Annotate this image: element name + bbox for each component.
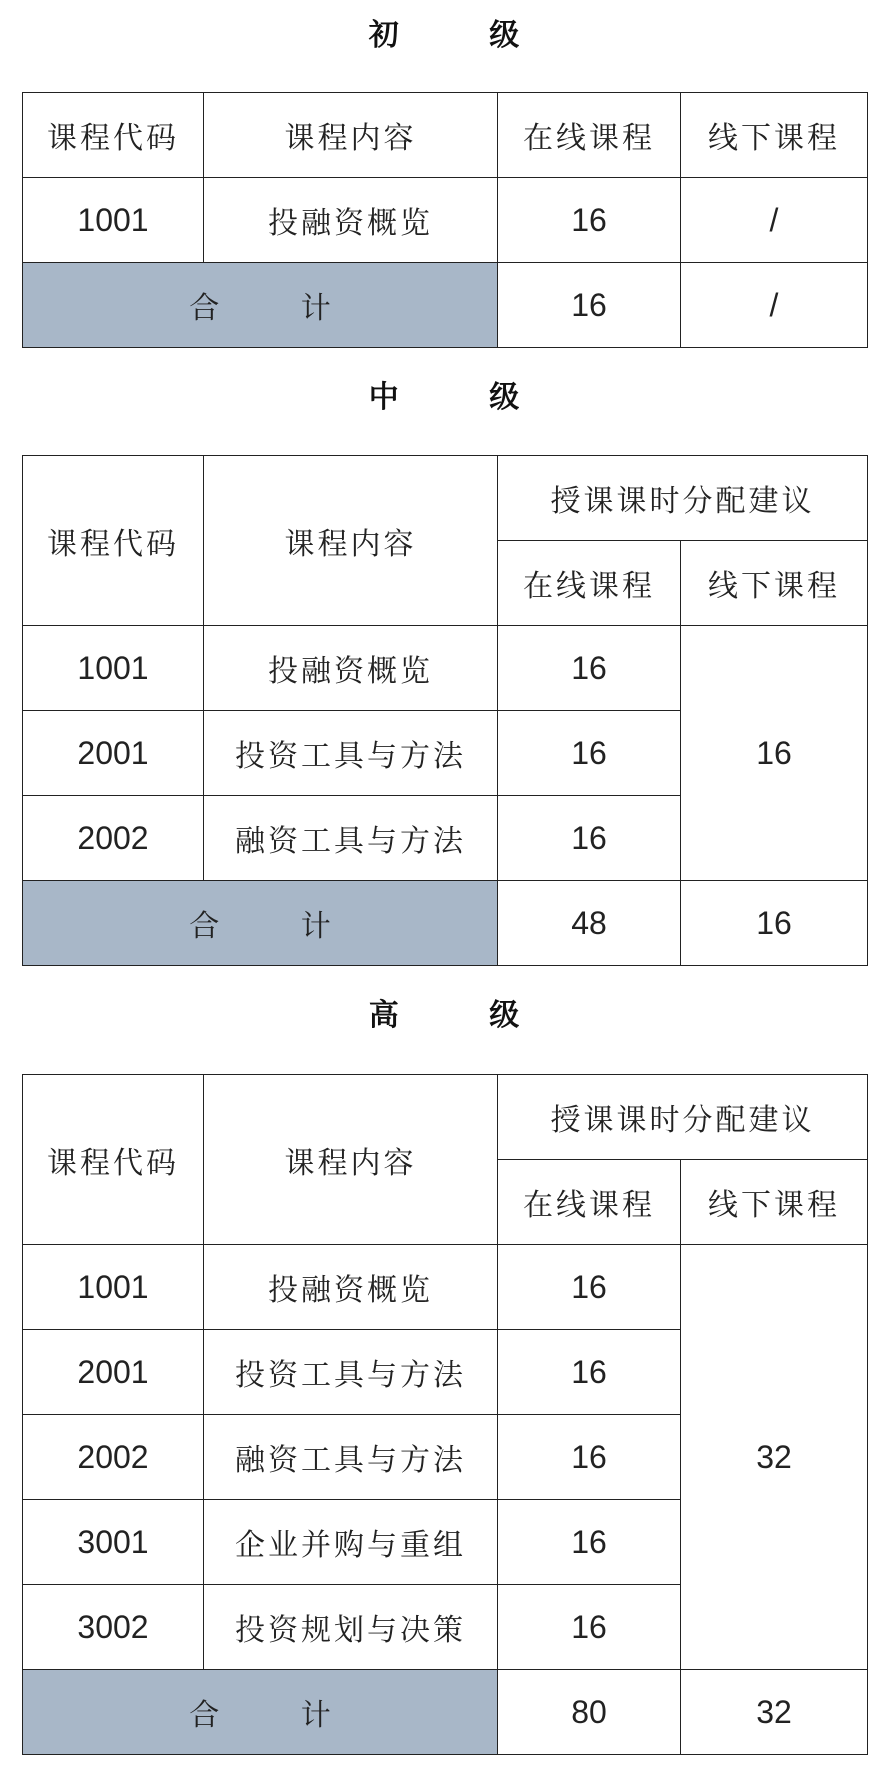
- online-hours: 16: [498, 1585, 681, 1670]
- online-hours: 16: [498, 711, 681, 796]
- total-online: 48: [498, 881, 681, 966]
- total-row: [23, 881, 868, 966]
- online-hours: 16: [498, 1415, 681, 1500]
- header-offline: 线下课程: [681, 541, 868, 626]
- table-row: [23, 626, 868, 711]
- table-row: [23, 178, 868, 263]
- total-offline: /: [681, 263, 868, 348]
- section-title-beginner: 初 级: [368, 18, 560, 53]
- course-content: 投资工具与方法: [204, 1330, 498, 1415]
- total-offline: 16: [681, 881, 868, 966]
- course-code: 1001: [23, 178, 204, 263]
- total-label: 合 计: [23, 881, 498, 966]
- table-advanced: [22, 1074, 868, 1755]
- section-title-intermediate: 中 级: [368, 380, 560, 415]
- header-online: 在线课程: [498, 93, 681, 178]
- table-row: [23, 1245, 868, 1330]
- course-code: 2001: [23, 1330, 204, 1415]
- section-title-advanced: 高 级: [368, 998, 560, 1033]
- total-online: 80: [498, 1670, 681, 1755]
- course-code: 3001: [23, 1500, 204, 1585]
- course-content: 投融资概览: [204, 178, 498, 263]
- course-code: 2002: [23, 1415, 204, 1500]
- table-intermediate: [22, 455, 868, 966]
- online-hours: 16: [498, 178, 681, 263]
- course-content: 融资工具与方法: [204, 1415, 498, 1500]
- course-code: 1001: [23, 1245, 204, 1330]
- total-label: 合 计: [23, 1670, 498, 1755]
- course-content: 投融资概览: [204, 626, 498, 711]
- header-offline: 线下课程: [681, 1160, 868, 1245]
- total-offline: 32: [681, 1670, 868, 1755]
- course-content: 企业并购与重组: [204, 1500, 498, 1585]
- course-code: 2001: [23, 711, 204, 796]
- header-row: [23, 93, 868, 178]
- course-content: 融资工具与方法: [204, 796, 498, 881]
- header-row: [23, 1075, 868, 1160]
- header-content: 课程内容: [204, 456, 498, 626]
- header-group: 授课课时分配建议: [498, 456, 868, 541]
- total-online: 16: [498, 263, 681, 348]
- header-online: 在线课程: [498, 541, 681, 626]
- online-hours: 16: [498, 626, 681, 711]
- table-beginner: [22, 92, 868, 348]
- online-hours: 16: [498, 1500, 681, 1585]
- header-code: 课程代码: [23, 456, 204, 626]
- course-code: 3002: [23, 1585, 204, 1670]
- offline-hours-merged: 32: [681, 1245, 868, 1670]
- header-row: [23, 456, 868, 541]
- online-hours: 16: [498, 1330, 681, 1415]
- course-content: 投资工具与方法: [204, 711, 498, 796]
- online-hours: 16: [498, 796, 681, 881]
- header-content: 课程内容: [204, 93, 498, 178]
- course-code: 2002: [23, 796, 204, 881]
- total-row: [23, 263, 868, 348]
- header-code: 课程代码: [23, 93, 204, 178]
- course-code: 1001: [23, 626, 204, 711]
- offline-hours: /: [681, 178, 868, 263]
- total-label: 合 计: [23, 263, 498, 348]
- header-group: 授课课时分配建议: [498, 1075, 868, 1160]
- online-hours: 16: [498, 1245, 681, 1330]
- header-code: 课程代码: [23, 1075, 204, 1245]
- header-offline: 线下课程: [681, 93, 868, 178]
- course-content: 投资规划与决策: [204, 1585, 498, 1670]
- header-content: 课程内容: [204, 1075, 498, 1245]
- total-row: [23, 1670, 868, 1755]
- offline-hours-merged: 16: [681, 626, 868, 881]
- header-online: 在线课程: [498, 1160, 681, 1245]
- course-content: 投融资概览: [204, 1245, 498, 1330]
